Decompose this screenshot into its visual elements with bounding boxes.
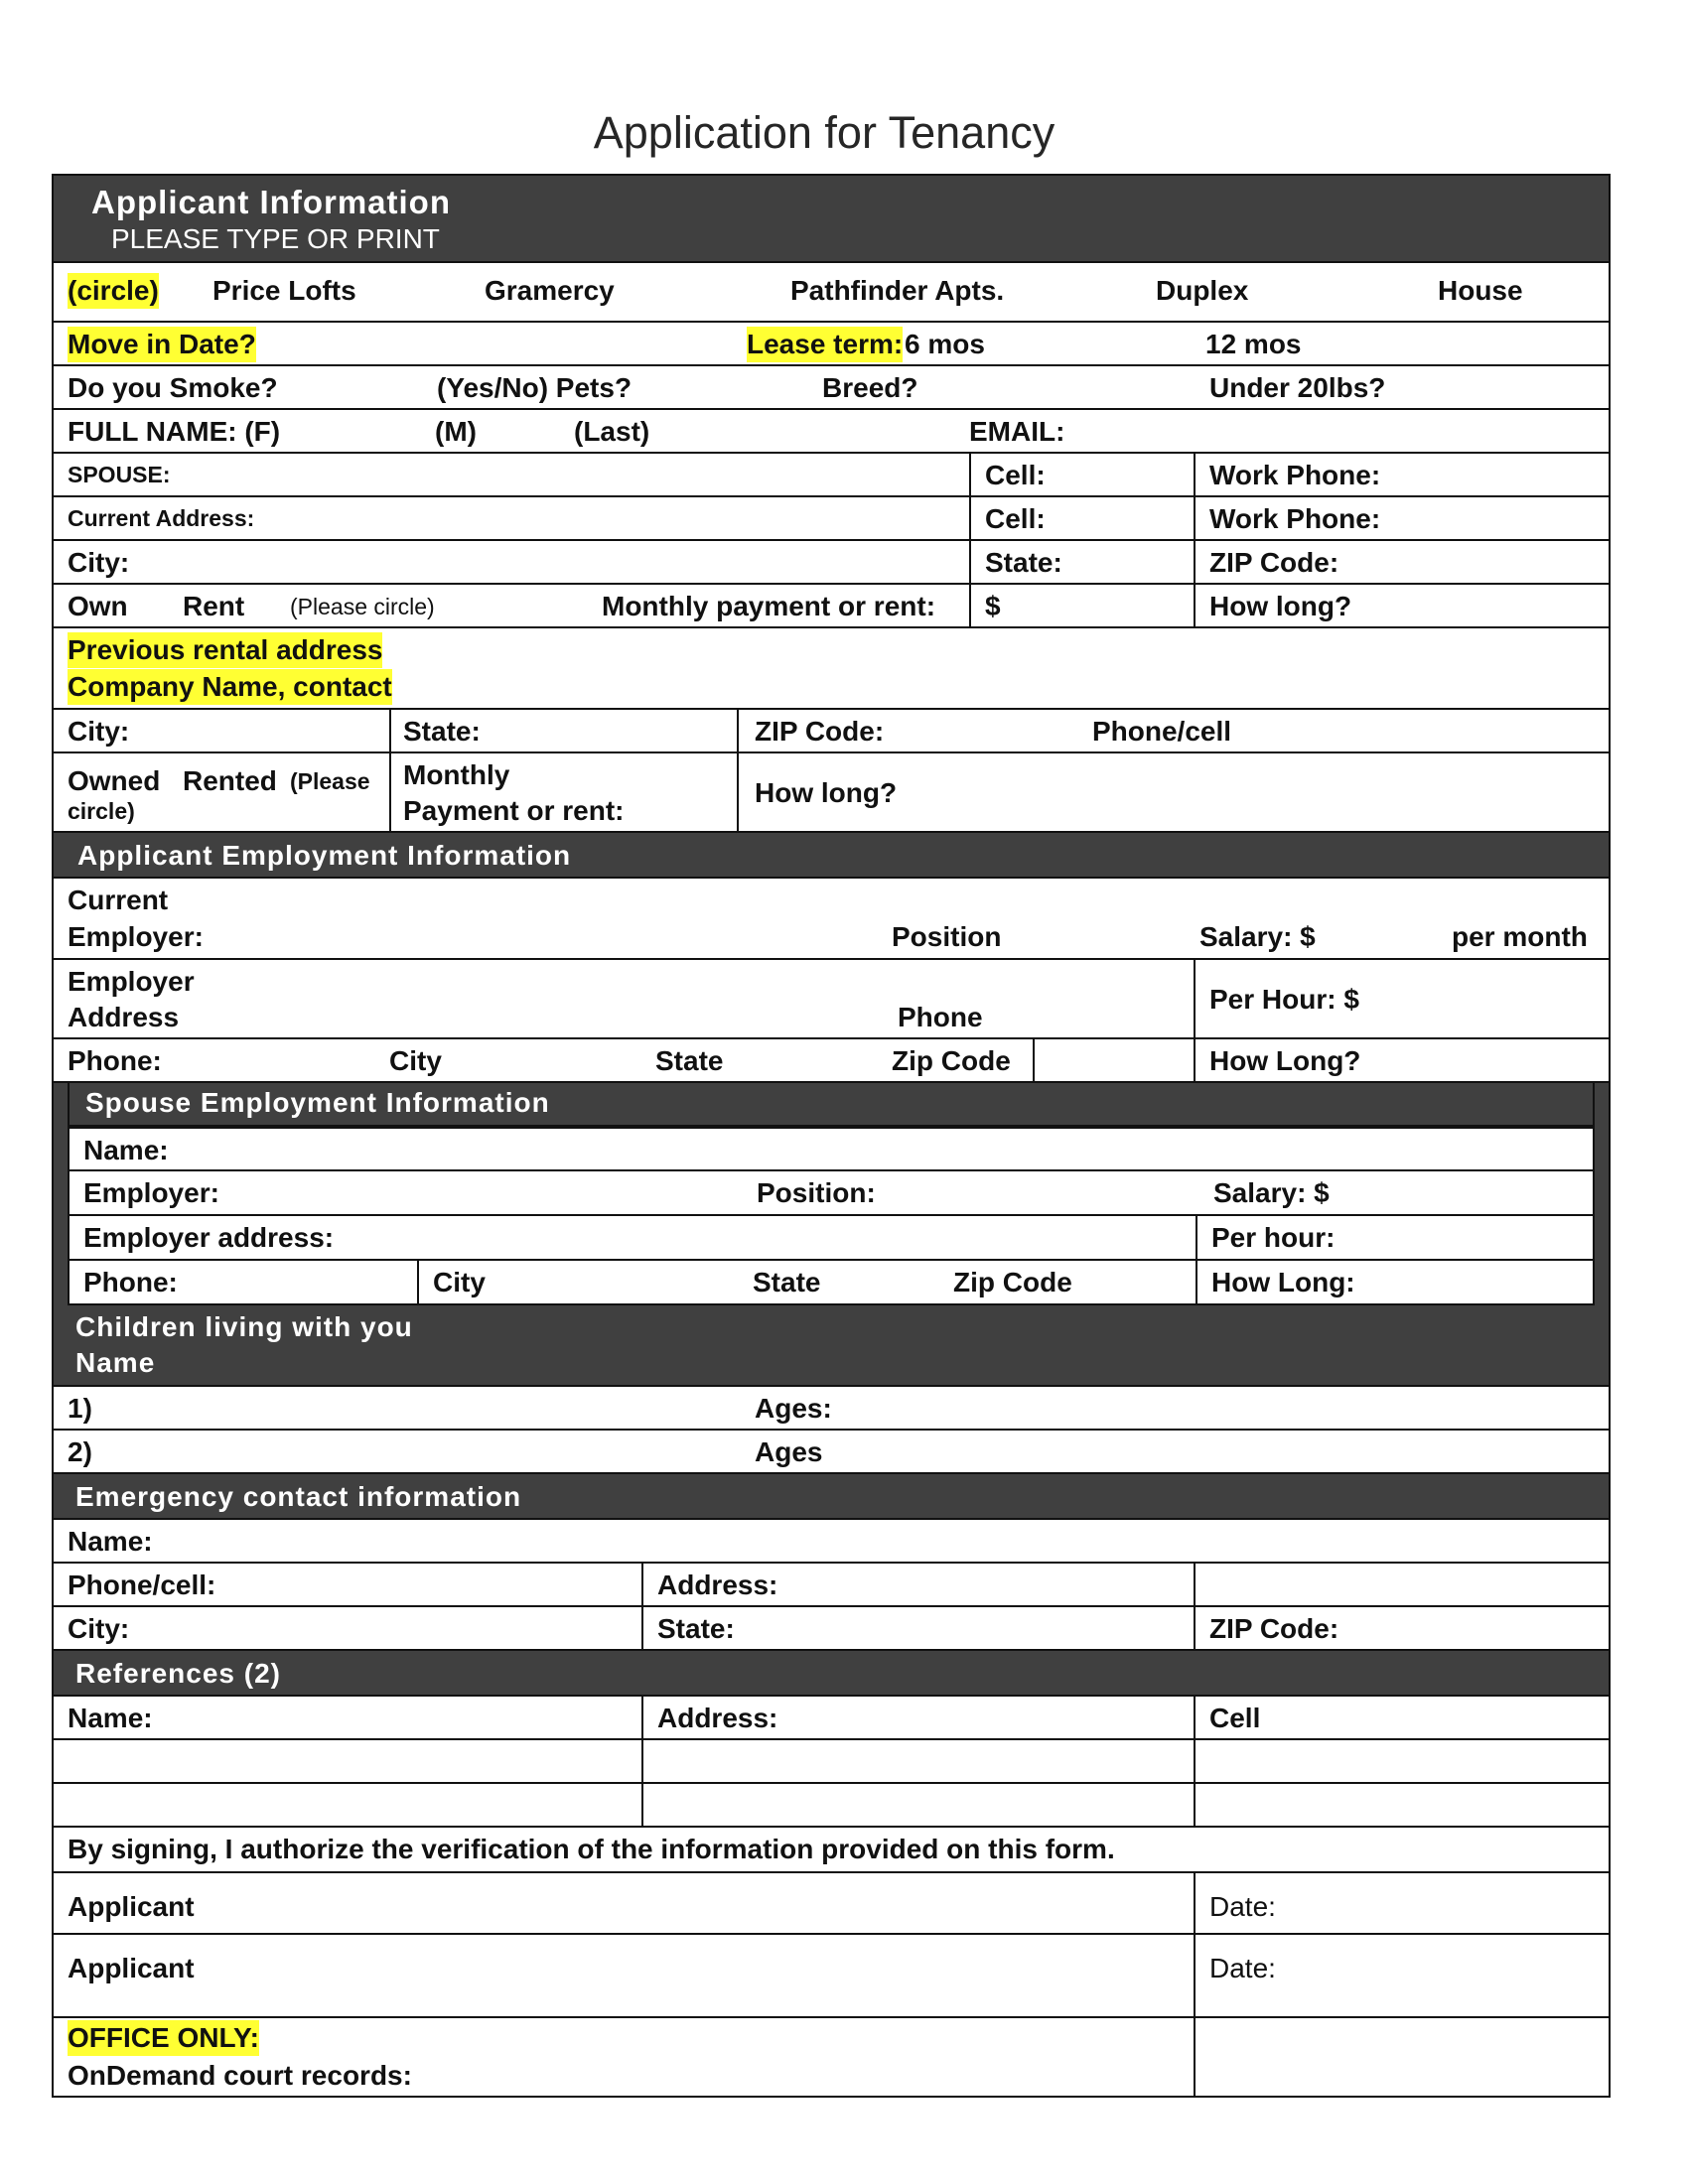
move-in-row (52, 323, 1611, 366)
cell-label: Cell (1209, 1703, 1261, 1733)
email-label: EMAIL: (969, 416, 1065, 447)
row-number: 2) (68, 1436, 92, 1467)
how-long-label: How Long: (1211, 1267, 1355, 1297)
divider (641, 1740, 643, 1782)
zip-label: Zip Code (892, 1045, 1011, 1076)
own-option[interactable]: Own (68, 591, 128, 621)
section-title: Emergency contact information (75, 1481, 522, 1512)
how-long-label: How long? (755, 777, 898, 808)
owned-option[interactable]: Owned (68, 765, 161, 796)
date-label: Date: (1209, 1891, 1276, 1922)
phone-label: Phone (898, 1002, 983, 1032)
divider (389, 710, 391, 751)
phone-cell-label: Phone/cell (1092, 716, 1232, 747)
previous-rental-row (52, 628, 1611, 710)
divider (1194, 1697, 1196, 1738)
middle-name-label: (M) (435, 416, 477, 447)
section-title: Applicant Information (91, 184, 451, 220)
divider (1194, 1607, 1196, 1649)
lease-6-option[interactable]: 6 mos (905, 329, 985, 359)
address-label: Address (68, 1002, 180, 1032)
previous-city-row (52, 710, 1611, 753)
office-only-row (52, 2016, 1611, 2098)
how-long-label: How long? (1209, 591, 1352, 621)
dollar-label: $ (985, 591, 1001, 621)
salary-label: Salary: $ (1213, 1177, 1330, 1208)
full-name-row (52, 410, 1611, 454)
divider (1194, 454, 1196, 495)
ondemand-label: OnDemand court records: (68, 2060, 412, 2091)
divider (417, 1261, 419, 1303)
divider (1196, 1216, 1197, 1259)
employer-phone-row (52, 1039, 1611, 1083)
name-label: Name: (83, 1135, 169, 1165)
property-choice-row (52, 263, 1611, 323)
divider (641, 1607, 643, 1649)
divider (641, 1564, 643, 1605)
applicant-header (52, 174, 1611, 263)
divider (1194, 1935, 1196, 2016)
city-row (52, 541, 1611, 585)
employer-label: Employer (68, 966, 195, 997)
employer-address-label: Employer address: (83, 1222, 335, 1253)
previous-address-label: Previous rental address (68, 632, 382, 668)
salary-label: Salary: $ (1199, 921, 1316, 952)
move-in-label: Move in Date? (68, 327, 256, 362)
per-month-label: per month (1452, 921, 1588, 952)
name-column-label: Name (75, 1347, 156, 1378)
children-header (52, 1305, 1611, 1387)
spouse-header (68, 1083, 1595, 1127)
divider (389, 753, 391, 831)
city-label: City (433, 1267, 486, 1297)
address-label: Address: (657, 1703, 778, 1733)
monthly-payment-label: Monthly payment or rent: (602, 591, 936, 621)
rented-option[interactable]: Rented (183, 765, 277, 796)
reference-entry-row (52, 1784, 1611, 1828)
state-label: State: (985, 547, 1062, 578)
cell-label: Cell: (985, 503, 1046, 534)
ages-label: Ages: (755, 1393, 832, 1424)
option-gramercy[interactable]: Gramercy (485, 275, 615, 306)
divider (641, 1784, 643, 1826)
ages-label: Ages (755, 1436, 823, 1467)
pets-label: (Yes/No) Pets? (437, 372, 633, 403)
applicant-signature-row (52, 1873, 1611, 1935)
city-label: City: (68, 1613, 130, 1644)
option-duplex[interactable]: Duplex (1156, 275, 1249, 306)
phone-cell-label: Phone/cell: (68, 1570, 216, 1600)
divider (1194, 497, 1196, 539)
employment-header (52, 833, 1611, 879)
lease-term-label: Lease term: (747, 327, 903, 362)
how-long-label: How Long? (1209, 1045, 1361, 1076)
city-label: City (389, 1045, 442, 1076)
divider (1194, 1784, 1196, 1826)
divider (969, 541, 971, 583)
option-pathfinder[interactable]: Pathfinder Apts. (790, 275, 1005, 306)
current-address-row (52, 497, 1611, 541)
circle-instruction: (circle) (68, 273, 159, 309)
spouse-fields (68, 1127, 1595, 1305)
zip-label: Zip Code (953, 1267, 1072, 1297)
section-title: Spouse Employment Information (85, 1087, 550, 1118)
employer-label: Employer: (68, 921, 204, 952)
breed-label: Breed? (822, 372, 918, 403)
references-header (52, 1651, 1611, 1697)
spouse-name-row (68, 1127, 1595, 1171)
divider (737, 710, 739, 751)
circle-note: circle) (68, 798, 135, 824)
name-label: Name: (68, 1703, 153, 1733)
rent-option[interactable]: Rent (183, 591, 245, 621)
applicant-label: Applicant (68, 1891, 195, 1922)
divider (1194, 2018, 1196, 2096)
emergency-phone-row (52, 1564, 1611, 1607)
state-label: State (655, 1045, 724, 1076)
applicant-signature-row (52, 1935, 1611, 2016)
divider (737, 753, 739, 831)
state-label: State (753, 1267, 821, 1297)
date-label: Date: (1209, 1953, 1276, 1983)
smoke-label: Do you Smoke? (68, 372, 278, 403)
divider (1194, 585, 1196, 626)
row-number: 1) (68, 1393, 92, 1424)
applicant-label: Applicant (68, 1953, 195, 1983)
spouse-phone-row (68, 1261, 1595, 1305)
smoke-row (52, 366, 1611, 410)
spouse-employer-row (68, 1171, 1595, 1216)
city-label: City: (68, 716, 130, 747)
section-title: Applicant Employment Information (77, 840, 572, 871)
company-contact-label: Company Name, contact (68, 669, 392, 705)
section-title: Children living with you (75, 1311, 413, 1342)
spouse-address-row (68, 1216, 1595, 1261)
own-rent-row (52, 585, 1611, 628)
please-circle-note: (Please circle) (290, 594, 435, 619)
first-name-label: FULL NAME: (F) (68, 416, 281, 447)
spouse-employment-section (52, 1083, 1611, 1305)
phone-label: Phone: (83, 1267, 178, 1297)
divider (969, 454, 971, 495)
current-employer-row (52, 879, 1611, 960)
divider (1194, 1564, 1196, 1605)
city-label: City: (68, 547, 130, 578)
tenancy-form (52, 174, 1611, 2098)
divider (1194, 960, 1196, 1037)
position-label: Position: (757, 1177, 876, 1208)
lease-12-option[interactable]: 12 mos (1205, 329, 1302, 359)
phone-label: Phone: (68, 1045, 162, 1076)
section-title: References (2) (75, 1658, 281, 1689)
cell-label: Cell: (985, 460, 1046, 490)
divider (1194, 1039, 1196, 1081)
owned-rented-row (52, 753, 1611, 833)
current-label: Current (68, 885, 169, 915)
work-phone-label: Work Phone: (1209, 460, 1381, 490)
employer-address-row (52, 960, 1611, 1039)
per-hour-label: Per Hour: $ (1209, 984, 1359, 1015)
divider (969, 585, 971, 626)
payment-or-rent-label: Payment or rent: (403, 795, 625, 826)
employer-label: Employer: (83, 1177, 219, 1208)
emergency-city-row (52, 1607, 1611, 1651)
name-label: Name: (68, 1526, 153, 1557)
divider (1194, 1873, 1196, 1933)
page-title: Application for Tenancy (593, 107, 1055, 158)
child-row (52, 1387, 1611, 1431)
last-name-label: (Last) (574, 416, 650, 447)
spouse-row (52, 454, 1611, 497)
authorization-statement: By signing, I authorize the verification of the information provided on this form. (68, 1834, 1115, 1864)
zip-label: ZIP Code: (1209, 547, 1339, 578)
emergency-header (52, 1474, 1611, 1520)
references-columns-row (52, 1697, 1611, 1740)
divider (969, 497, 971, 539)
office-only-label: OFFICE ONLY: (68, 2020, 259, 2056)
address-label: Address: (657, 1570, 778, 1600)
option-house[interactable]: House (1438, 275, 1523, 306)
divider (1196, 1261, 1197, 1303)
per-hour-label: Per hour: (1211, 1222, 1336, 1253)
position-label: Position (892, 921, 1002, 952)
divider (641, 1697, 643, 1738)
option-price-lofts[interactable]: Price Lofts (212, 275, 356, 306)
please-note: (Please (290, 768, 370, 794)
under20-label: Under 20lbs? (1209, 372, 1386, 403)
current-address-label: Current Address: (68, 505, 255, 531)
divider (1194, 1740, 1196, 1782)
monthly-label: Monthly (403, 759, 510, 790)
spouse-label: SPOUSE: (68, 462, 171, 487)
divider (1194, 541, 1196, 583)
section-subtitle: PLEASE TYPE OR PRINT (111, 223, 440, 254)
divider (1033, 1039, 1035, 1081)
zip-label: ZIP Code: (1209, 1613, 1339, 1644)
emergency-name-row (52, 1520, 1611, 1564)
work-phone-label: Work Phone: (1209, 503, 1381, 534)
state-label: State: (403, 716, 481, 747)
child-row (52, 1431, 1611, 1474)
reference-entry-row (52, 1740, 1611, 1784)
zip-label: ZIP Code: (755, 716, 885, 747)
state-label: State: (657, 1613, 735, 1644)
authorization-row (52, 1828, 1611, 1873)
